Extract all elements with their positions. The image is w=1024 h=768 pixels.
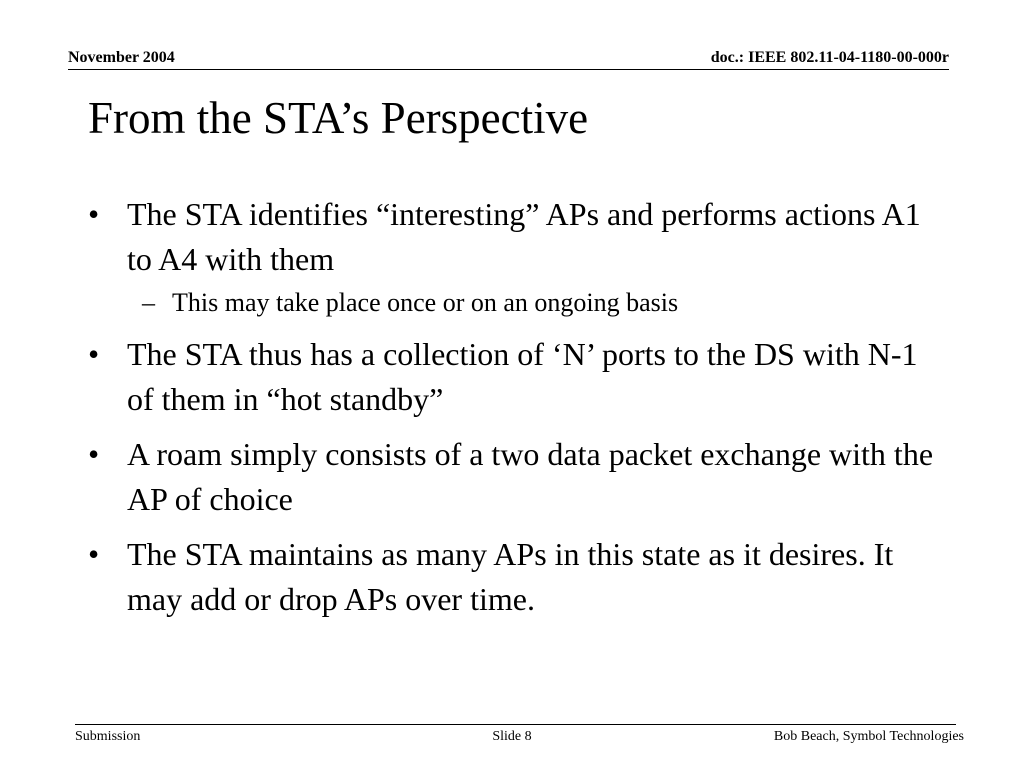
sub-bullet-item — [88, 283, 948, 323]
bullet-text: The STA identifies “interesting” APs and performs actions A1 to A4 with them — [127, 196, 921, 277]
footer-slide-number: Slide 8 — [492, 729, 532, 744]
slide-title: From the STA’s Perspective — [88, 93, 589, 143]
footer-author: Bob Beach, Symbol Technologies — [773, 729, 964, 744]
bullet-marker: • — [88, 536, 100, 572]
bullet-marker: • — [88, 336, 100, 372]
bullet-list — [88, 192, 948, 632]
bullet-item — [88, 532, 948, 622]
bullet-text: The STA maintains as many APs in this state as it desires. It may add or drop APs over time. — [127, 536, 894, 617]
bullet-text: A roam simply consists of a two data packet exchange with the AP of choice — [127, 436, 934, 517]
header-date: November 2004 — [68, 49, 175, 66]
bullet-item — [88, 432, 948, 522]
bullet-marker: • — [88, 196, 100, 232]
bullet-item — [88, 192, 948, 282]
bullet-marker: • — [88, 436, 100, 472]
sub-bullet-text: This may take place once or on an ongoing basis — [172, 288, 679, 317]
header-doc-id: doc.: IEEE 802.11-04-1180-00-000r — [710, 49, 949, 66]
bullet-text: The STA thus has a collection of ‘N’ ports to the DS with N-1 of them in “hot standby” — [127, 336, 918, 417]
footer-submission: Submission — [75, 729, 141, 744]
footer-rule — [75, 724, 956, 725]
header-rule — [68, 69, 949, 70]
sub-bullet-marker: – — [142, 288, 155, 317]
bullet-item — [88, 332, 948, 422]
